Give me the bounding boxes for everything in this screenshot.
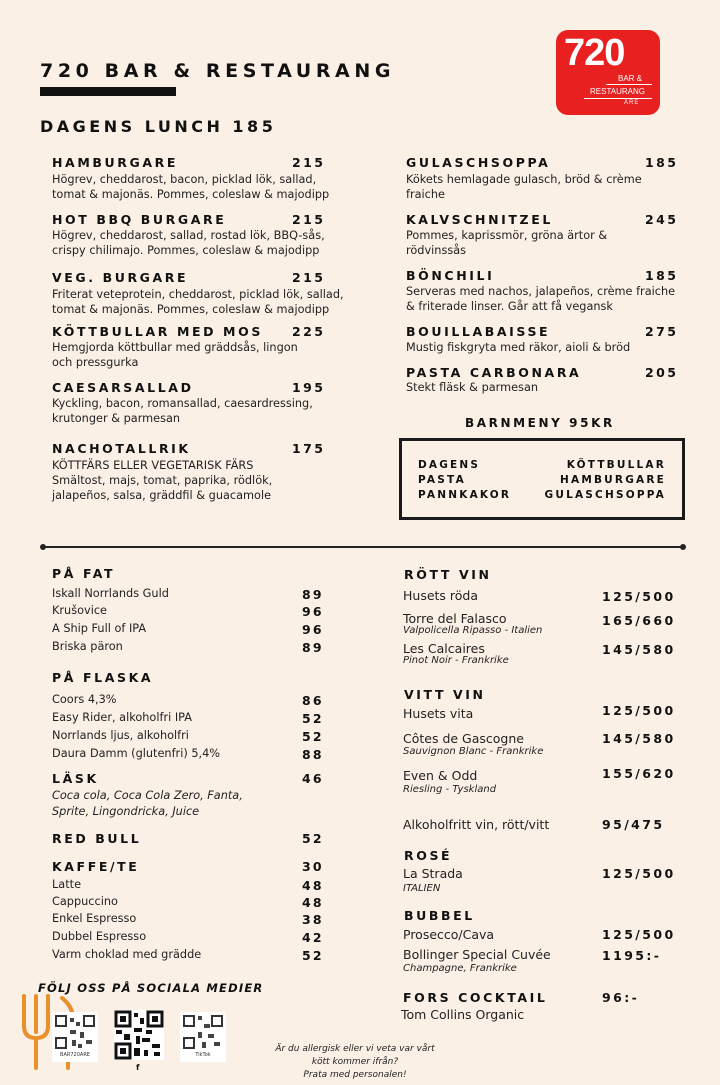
dish-desc: Friterat veteprotein, cheddarost, picklad lök, sallad, tomat & majonäs. Pommes, coleslaw & majodipp — [52, 288, 344, 316]
wine-name: Côtes de Gascogne — [403, 731, 524, 746]
wine-price: 155/620 — [602, 766, 676, 781]
drink-price: 96 — [302, 604, 324, 619]
wine-price: 165/660 — [602, 613, 676, 628]
dish-desc: Serveras med nachos, jalapeños, crème fraiche & friterade linser. Går att få vegansk — [406, 285, 676, 313]
dish-desc: KÖTTFÄRS ELLER VEGETARISK FÄRS Smältost, majs, tomat, paprika, rödlök, jalapeños, salsa, gräddfil & guacamole — [52, 459, 273, 502]
dish-name: NACHOTALLRIK — [52, 441, 191, 456]
dish-desc: Högrev, cheddarost, sallad, rostad lök, BBQ-sås, crispy chilimajo. Pommes, coleslaw & majodipp — [52, 229, 325, 257]
page-title: 720 BAR & RESTAURANG — [40, 60, 396, 82]
drink-price: 96 — [302, 622, 324, 637]
dish-desc: Kökets hemlagade gulasch, bröd & crème fraiche — [406, 173, 642, 201]
section-heading: FORS COCKTAIL — [403, 990, 548, 1005]
drink-name: Iskall Norrlands Guld — [52, 587, 169, 600]
section-heading: ROSÉ — [404, 848, 453, 863]
dish-price: 215 — [292, 270, 326, 285]
drink-price: 89 — [302, 587, 324, 602]
drink-name: Briska päron — [52, 640, 123, 653]
wine-sub: Pinot Noir - Frankrike — [403, 655, 509, 666]
logo-text-2: RESTAURANG — [590, 87, 645, 96]
dish-price: 275 — [645, 324, 679, 339]
drink-name: A Ship Full of IPA — [52, 622, 147, 635]
dish-name: BÖNCHILI — [406, 268, 495, 283]
dish-desc: Högrev, cheddarost, bacon, picklad lök, sallad, tomat & majonäs. Pommes, coleslaw & majodipp — [52, 173, 330, 201]
wine-name: Husets vita — [403, 706, 474, 721]
dish-desc: Hemgjorda köttbullar med gräddsås, lingon och pressgurka — [52, 341, 298, 369]
qr-label: TikTok — [195, 1052, 211, 1058]
wine-name: La Strada — [403, 866, 463, 881]
drink-name: Dubbel Espresso — [52, 930, 147, 943]
drink-name: Daura Damm (glutenfri) 5,4% — [52, 747, 221, 760]
wine-name: Tom Collins Organic — [401, 1007, 525, 1022]
dish-name: KALVSCHNITZEL — [406, 212, 553, 227]
section-heading: PÅ FAT — [52, 566, 116, 581]
drink-name: Krušovice — [52, 604, 107, 617]
allergy-note: Är du allergisk eller vi veta var vårt kött kommer ifrån? Prata med personalen! — [275, 1044, 435, 1080]
section-heading: PÅ FLASKA — [52, 670, 154, 685]
lunch-heading: DAGENS LUNCH 185 — [40, 117, 277, 136]
wine-price: 95/475 — [602, 817, 665, 832]
dish-price: 185 — [645, 268, 679, 283]
title-underline — [40, 87, 176, 96]
wine-name: Les Calcaires — [403, 641, 485, 656]
drink-price: 52 — [302, 948, 324, 963]
wine-sub: Riesling - Tyskland — [403, 784, 497, 795]
wine-name: Torre del Falasco — [403, 611, 507, 626]
section-heading: RED BULL — [52, 831, 142, 846]
drink-price: 48 — [302, 895, 324, 910]
logo-line — [606, 84, 652, 85]
drink-price: 48 — [302, 878, 324, 893]
qr-code-facebook[interactable] — [114, 1010, 160, 1060]
dish-desc: Pommes, kaprissmör, gröna ärtor & rödvinssås — [406, 229, 608, 257]
wine-price: 125/500 — [602, 866, 676, 881]
dish-desc: Kyckling, bacon, romansallad, caesardressing, krutonger & parmesan — [52, 397, 313, 425]
section-heading: BUBBEL — [404, 908, 475, 923]
drink-name: Coors 4,3% — [52, 693, 117, 706]
wine-name: Bollinger Special Cuvée — [403, 947, 551, 962]
qr-code-instagram[interactable] — [52, 1012, 98, 1062]
wine-price: 125/500 — [602, 927, 676, 942]
drink-price: 30 — [302, 859, 324, 874]
kids-item: DAGENS — [418, 459, 481, 471]
dish-name: BOUILLABAISSE — [406, 324, 551, 339]
drink-price: 52 — [302, 831, 324, 846]
dish-name: CAESARSALLAD — [52, 380, 194, 395]
kids-menu-box — [399, 438, 685, 520]
wine-name: Husets röda — [403, 588, 479, 603]
drink-name: Norrlands ljus, alkoholfri — [52, 729, 189, 742]
dish-name: HAMBURGARE — [52, 155, 178, 170]
dish-desc: Stekt fläsk & parmesan — [406, 381, 539, 394]
drink-price: 88 — [302, 747, 324, 762]
logo-number: 720 — [564, 32, 625, 74]
drink-price: 38 — [302, 912, 324, 927]
drink-desc: Coca cola, Coca Cola Zero, Fanta, — [52, 789, 243, 802]
kids-item: PASTA — [418, 474, 466, 486]
facebook-icon — [114, 1010, 164, 1060]
wine-name: Alkoholfritt vin, rött/vitt — [403, 817, 550, 832]
drink-price: 86 — [302, 693, 324, 708]
dish-desc: Mustig fiskgryta med räkor, aioli & bröd — [406, 341, 631, 354]
divider-end — [40, 544, 46, 550]
dish-name: HOT BBQ BURGARE — [52, 212, 227, 227]
wine-price: 96:- — [602, 990, 640, 1005]
wine-price: 125/500 — [602, 703, 676, 718]
section-heading: RÖTT VIN — [404, 567, 492, 582]
section-divider — [42, 546, 683, 548]
dish-name: PASTA CARBONARA — [406, 365, 582, 380]
logo-text-3: ÅRE — [624, 100, 640, 106]
restaurant-logo — [556, 30, 660, 115]
wine-name: Even & Odd — [403, 768, 478, 783]
wine-name: Prosecco/Cava — [403, 927, 495, 942]
wine-price: 1195:- — [602, 948, 662, 963]
wine-price: 145/580 — [602, 731, 676, 746]
kids-item: GULASCHSOPPA — [544, 489, 666, 501]
dish-price: 215 — [292, 212, 326, 227]
wine-price: 145/580 — [602, 642, 676, 657]
qr-label: BAR720ARE — [60, 1052, 90, 1058]
dish-price: 215 — [292, 155, 326, 170]
wine-sub: Champagne, Frankrike — [403, 963, 517, 974]
dish-price: 195 — [292, 380, 326, 395]
dish-name: KÖTTBULLAR MED MOS — [52, 324, 263, 339]
section-heading: KAFFE/TE — [52, 859, 140, 874]
logo-line — [584, 98, 652, 99]
drink-price: 89 — [302, 640, 324, 655]
drink-price: 52 — [302, 729, 324, 744]
tiktok-icon — [180, 1012, 226, 1052]
drink-price: 46 — [302, 771, 324, 786]
dish-price: 175 — [292, 441, 326, 456]
dish-name: GULASCHSOPPA — [406, 155, 551, 170]
drink-name: Easy Rider, alkoholfri IPA — [52, 711, 192, 724]
kids-item: KÖTTBULLAR — [566, 459, 666, 471]
dish-name: VEG. BURGARE — [52, 270, 189, 285]
logo-text-1: BAR & — [618, 74, 643, 83]
dish-price: 185 — [645, 155, 679, 170]
drink-price: 42 — [302, 930, 324, 945]
drink-name: Latte — [52, 878, 82, 891]
kids-menu-heading: BARNMENY 95KR — [465, 416, 615, 430]
social-heading: FÖLJ OSS PÅ SOCIALA MEDIER — [38, 981, 264, 995]
qr-code-tiktok[interactable] — [180, 1012, 226, 1062]
drink-name: Cappuccino — [52, 895, 118, 908]
dish-price: 225 — [292, 324, 326, 339]
wine-sub: Sauvignon Blanc - Frankrike — [403, 746, 544, 757]
wine-sub: ITALIEN — [403, 883, 441, 894]
kids-item: PANNKAKOR — [418, 489, 512, 501]
wine-price: 125/500 — [602, 589, 676, 604]
instagram-icon — [52, 1012, 98, 1052]
kids-item: HAMBURGARE — [560, 474, 666, 486]
drink-name: Enkel Espresso — [52, 912, 137, 925]
divider-end — [680, 544, 686, 550]
wine-sub: Valpolicella Ripasso - Italien — [403, 625, 543, 636]
section-heading: VITT VIN — [404, 687, 486, 702]
dish-price: 245 — [645, 212, 679, 227]
section-heading: LÄSK — [52, 771, 99, 786]
dish-price: 205 — [645, 365, 679, 380]
drink-desc: Sprite, Lingondricka, Juice — [52, 805, 200, 818]
facebook-label: f — [136, 1063, 140, 1072]
drink-name: Varm choklad med grädde — [52, 948, 202, 961]
drink-price: 52 — [302, 711, 324, 726]
